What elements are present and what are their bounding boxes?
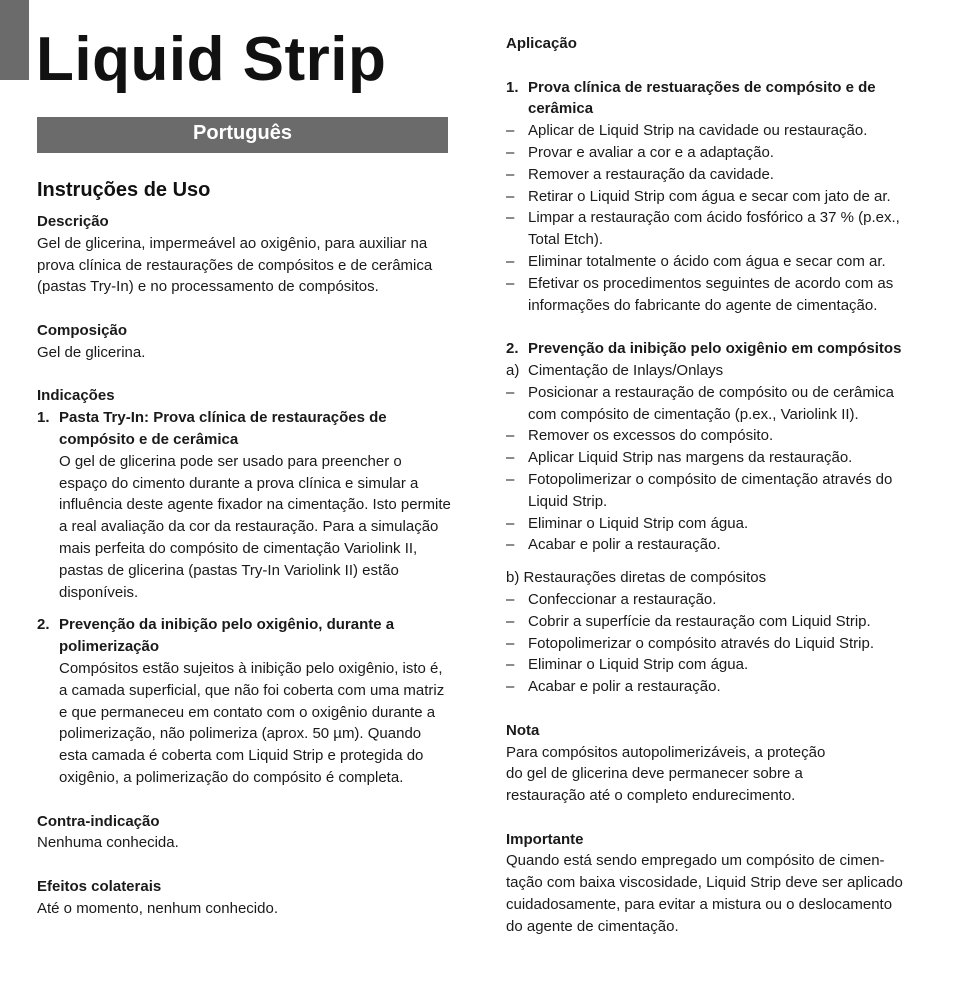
part-b-step-text: Eliminar o Liquid Strip com água.: [528, 656, 749, 674]
indicacao-heading-2: Prevenção da inibição pelo oxigênio, durante a polimerização: [59, 616, 395, 656]
part-b-step-item: [506, 633, 926, 655]
dash-bullet: –: [506, 143, 515, 161]
dash-bullet: –: [506, 536, 515, 554]
dash-bullet: –: [506, 678, 515, 696]
part-a-title-text: Cimentação de Inlays/Onlays: [528, 361, 724, 379]
section-1-heading: Prova clínica de restuarações de compósito e de cerâmica: [528, 78, 876, 118]
language-bar: Português: [37, 117, 448, 153]
part-a-step-item: [506, 469, 926, 513]
part-a-step-item: [506, 447, 926, 469]
dash-bullet: –: [506, 449, 515, 467]
aplicacao-heading: Aplicação: [506, 35, 577, 52]
part-a-title: [506, 360, 926, 382]
section-1-step-text: Aplicar de Liquid Strip na cavidade ou restauração.: [528, 122, 868, 140]
part-a-step-text: Posicionar a restauração de compósito ou de cerâmica com compósito de cimentação (p.ex., Variolink II).: [528, 383, 895, 423]
indicacao-text-1: O gel de glicerina pode ser usado para preencher o espaço do cimento durante a prova clínica e simular a influência deste agente fixador na cimentação. Isto permite a real avaliação da cor da restauração. Para a simulação mais perfeita do compósito de cimentação Variolink II, pastas de glicerina (pastas Try-In Variolink II) estão disponíveis.: [59, 452, 451, 601]
part-a-step-item: [506, 534, 926, 556]
part-b-step-item: [506, 676, 926, 698]
importante-heading: Importante: [506, 830, 584, 848]
nota-heading: Nota: [506, 721, 540, 739]
part-a-step-item: [506, 425, 926, 447]
composicao-heading: Composição: [37, 321, 128, 339]
dash-bullet: –: [506, 165, 515, 183]
section-1-step-item: [506, 273, 926, 317]
efeitos-colaterais-text: Até o momento, nenhum conhecido.: [37, 899, 278, 917]
corner-tab: [0, 0, 29, 80]
dash-bullet: –: [506, 470, 515, 488]
part-b-step-item: [506, 654, 926, 676]
dash-bullet: –: [506, 612, 515, 630]
indicacao-item-1: [37, 407, 452, 603]
part-a-step-item: [506, 513, 926, 535]
indicacao-number-2: 2.: [37, 616, 50, 634]
part-a-step-text: Acabar e polir a restauração.: [528, 536, 721, 554]
contra-indicacao-heading: Contra-indicação: [37, 812, 160, 830]
dash-bullet: –: [506, 514, 515, 532]
importante-line: tação com baixa viscosidade, Liquid Strip deve ser aplicado: [506, 874, 903, 892]
section-1-number: 1.: [506, 78, 519, 96]
indicacao-number-1: 1.: [37, 409, 50, 427]
part-a-step-text: Remover os excessos do compósito.: [528, 427, 774, 445]
dash-bullet: –: [506, 209, 515, 227]
section-1-step-item: [506, 164, 926, 186]
aplicacao-section-1: [506, 77, 926, 121]
nota-text: [506, 742, 926, 807]
part-b-title: b) Restaurações diretas de compósitos: [506, 569, 767, 587]
section-2-number: 2.: [506, 340, 519, 358]
efeitos-colaterais-heading: Efeitos colaterais: [37, 877, 162, 895]
part-a-label: a): [506, 361, 520, 379]
section-1-step-item: [506, 142, 926, 164]
part-b-step-text: Fotopolimerizar o compósito através do Liquid Strip.: [528, 634, 874, 652]
dash-bullet: –: [506, 187, 515, 205]
aplicacao-section-2: [506, 338, 926, 360]
section-1-step-item: [506, 251, 926, 273]
dash-bullet: –: [506, 656, 515, 674]
part-a-steps: [506, 382, 926, 556]
dash-bullet: –: [506, 383, 515, 401]
descricao-text: Gel de glicerina, impermeável ao oxigênio, para auxiliar na prova clínica de restaurações de compósitos e de cerâmica (pastas Try-In) e no processamento de compósitos.: [37, 234, 433, 296]
composicao-text: Gel de glicerina.: [37, 343, 146, 361]
part-b-step-text: Cobrir a superfície da restauração com Liquid Strip.: [528, 612, 871, 630]
importante-line: do agente de cimentação.: [506, 917, 679, 935]
importante-text: [506, 850, 926, 937]
part-a-step-text: Eliminar o Liquid Strip com água.: [528, 514, 749, 532]
part-b-step-item: [506, 589, 926, 611]
left-column: [37, 211, 452, 920]
part-a-step-text: Fotopolimerizar o compósito de cimentação através do Liquid Strip.: [528, 470, 893, 510]
section-1-step-item: [506, 186, 926, 208]
part-b-step-text: Acabar e polir a restauração.: [528, 678, 721, 696]
importante-line: Quando está sendo empregado um compósito de cimen-: [506, 852, 885, 870]
importante-line: cuidadosamente, para evitar a mistura ou o deslocamento: [506, 896, 893, 914]
contra-indicacao-text: Nenhuma conhecida.: [37, 834, 179, 852]
section-1-step-text: Eliminar totalmente o ácido com água e secar com ar.: [528, 252, 886, 270]
dash-bullet: –: [506, 590, 515, 608]
dash-bullet: –: [506, 252, 515, 270]
part-b-step-text: Confeccionar a restauração.: [528, 590, 717, 608]
indicacoes-heading: Indicações: [37, 387, 115, 405]
part-b-steps: [506, 589, 926, 698]
nota-line: Para compósitos autopolimerizáveis, a proteção: [506, 743, 826, 761]
section-1-step-text: Limpar a restauração com ácido fosfórico a 37 % (p.ex., Total Etch).: [528, 209, 900, 249]
dash-bullet: –: [506, 634, 515, 652]
indicacao-heading-1: Pasta Try-In: Prova clínica de restaurações de compósito e de cerâmica: [59, 409, 387, 448]
section-1-step-text: Retirar o Liquid Strip com água e secar com jato de ar.: [528, 187, 891, 205]
dash-bullet: –: [506, 274, 515, 292]
section-1-step-text: Efetivar os procedimentos seguintes de acordo com as informações do fabricante do agente de cimentação.: [528, 274, 894, 314]
page-title: Liquid Strip: [36, 25, 387, 94]
nota-line: do gel de glicerina deve permanecer sobre a: [506, 765, 803, 783]
nota-line: restauração até o completo endurecimento.: [506, 787, 796, 805]
indicacao-text-2: Compósitos estão sujeitos à inibição pelo oxigênio, isto é, a camada superficial, que não foi coberta com uma matriz e que permaneceu em contato com o oxigênio durante a polimerização, não polimeriza (aprox. 50 µm). Quando esta camada é coberta com Liquid Strip e protegida do oxigênio, a polimerização do compósito é completa.: [59, 659, 445, 786]
descricao-heading: Descrição: [37, 213, 109, 230]
dash-bullet: –: [506, 427, 515, 445]
part-a-step-text: Aplicar Liquid Strip nas margens da restauração.: [528, 449, 853, 467]
section-1-step-item: [506, 120, 926, 142]
section-2-heading: Prevenção da inibição pelo oxigênio em compósitos: [528, 340, 902, 358]
section-1-steps: [506, 120, 926, 316]
section-1-step-text: Provar e avaliar a cor e a adaptação.: [528, 143, 774, 161]
section-subtitle: Instruções de Uso: [37, 179, 211, 201]
section-1-step-text: Remover a restauração da cavidade.: [528, 165, 774, 183]
section-1-step-item: [506, 207, 926, 251]
indicacao-item-2: [37, 614, 452, 788]
right-column: [506, 33, 926, 938]
part-b-step-item: [506, 611, 926, 633]
dash-bullet: –: [506, 122, 515, 140]
part-a-step-item: [506, 382, 926, 426]
